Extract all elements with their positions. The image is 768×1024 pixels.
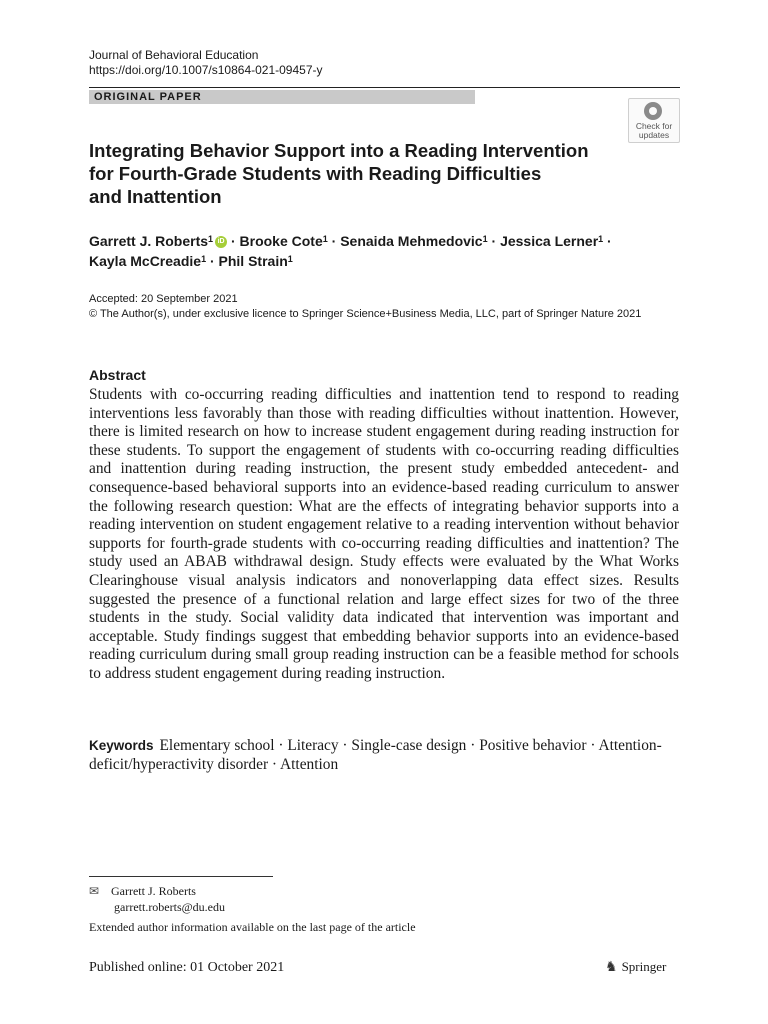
extended-info-note: Extended author information available on the last page of the article [89,920,416,934]
publisher-name: Springer [621,959,667,974]
article-type-band [89,90,475,104]
article-type: ORIGINAL PAPER [94,91,202,103]
author-name[interactable]: Garrett J. Roberts [89,233,209,249]
journal-name: Journal of Behavioral Education [89,48,259,62]
envelope-icon: ✉ [89,884,100,898]
footnote-rule [89,876,273,877]
orcid-icon[interactable]: iD [215,236,227,248]
springer-horse-icon: ♞ [605,960,618,975]
header-rule [89,87,680,88]
journal-header [89,48,323,78]
check-for-updates-badge[interactable] [628,98,680,143]
affiliation-mark: 1 [201,254,207,264]
affiliation-mark: 1 [598,234,604,244]
publisher-logo [605,959,666,976]
title-line-3: and Inattention [89,186,222,207]
author-name[interactable]: Phil Strain [218,253,288,269]
copyright-notice: © The Author(s), under exclusive licence to Springer Science+Business Media, LLC, part of Springer Nature 2021 [89,307,642,320]
keywords-block [89,737,679,774]
check-for-updates-icon [644,102,662,120]
doi-link[interactable]: https://doi.org/10.1007/s10864-021-09457-y [89,63,323,77]
corresponding-name: Garrett J. Roberts [111,884,196,898]
corresponding-email[interactable]: garrett.roberts@du.edu [114,900,226,914]
keywords-label: Keywords [89,738,154,753]
affiliation-mark: 1 [208,234,214,244]
check-for-updates-label: Check for updates [635,121,673,140]
author-name[interactable]: Kayla McCreadie [89,253,202,269]
author-name[interactable]: Jessica Lerner [500,233,599,249]
abstract-heading: Abstract [89,367,146,383]
title-line-2: for Fourth-Grade Students with Reading Difficulties [89,163,542,184]
article-dates [89,292,679,321]
abstract-text: Students with co-occurring reading difficulties and inattention tend to respond to reading interventions less favorably than those with reading difficulties without inattention. However, there is limited research on how to increase student engagement during reading instruction for these students. To support the engagement of students with co-occurring reading difficulties and inattention during reading instruction, the present study embedded antecedent- and consequence-based behavioral supports into an evidence-based reading curriculum to answer the following research question: What are the effects of integrating behavior supports into a reading intervention on student engagement relative to a reading intervention without behavior supports for fourth-grade students with co-occurring reading difficulties and inattention? The study used an ABAB withdrawal design. Study effects were evaluated by the What Works Clearinghouse visual analysis indicators and nonoverlapping data effect sizes. Results suggested the presence of a functional relation and large effect sizes for two of the three students in the study. Social validity data indicated that intervention was important and acceptable. Study findings suggest that embedding behavior supports into an evidence-based reading curriculum during small group reading instruction can be a feasible method for schools to address student engagement during reading instruction. [89,386,679,682]
affiliation-mark: 1 [322,234,328,244]
author-line-1: Garrett J. Roberts$^1$ iD · Brooke Cote$^1$ · Senaida Mehmedovic$^1$ · Jessica Lerner$^1$ · [89,233,612,249]
corresponding-author [89,883,225,915]
published-date: Published online: 01 October 2021 [89,960,285,975]
affiliation-mark: 1 [482,234,488,244]
author-name[interactable]: Senaida Mehmedovic [340,233,483,249]
author-line-2: Kayla McCreadie$^1$ · Phil Strain$^1$ [89,253,293,269]
article-title [89,139,649,208]
accepted-date: Accepted: 20 September 2021 [89,293,238,305]
keywords-text: Elementary school · Literacy · Single-case design · Positive behavior · Attention-deficit/hyperactivity disorder · Attention [89,737,662,773]
affiliation-mark: 1 [287,254,293,264]
author-list [89,231,689,271]
author-name[interactable]: Brooke Cote [239,233,323,249]
title-line-1: Integrating Behavior Support into a Reading Intervention [89,140,589,161]
